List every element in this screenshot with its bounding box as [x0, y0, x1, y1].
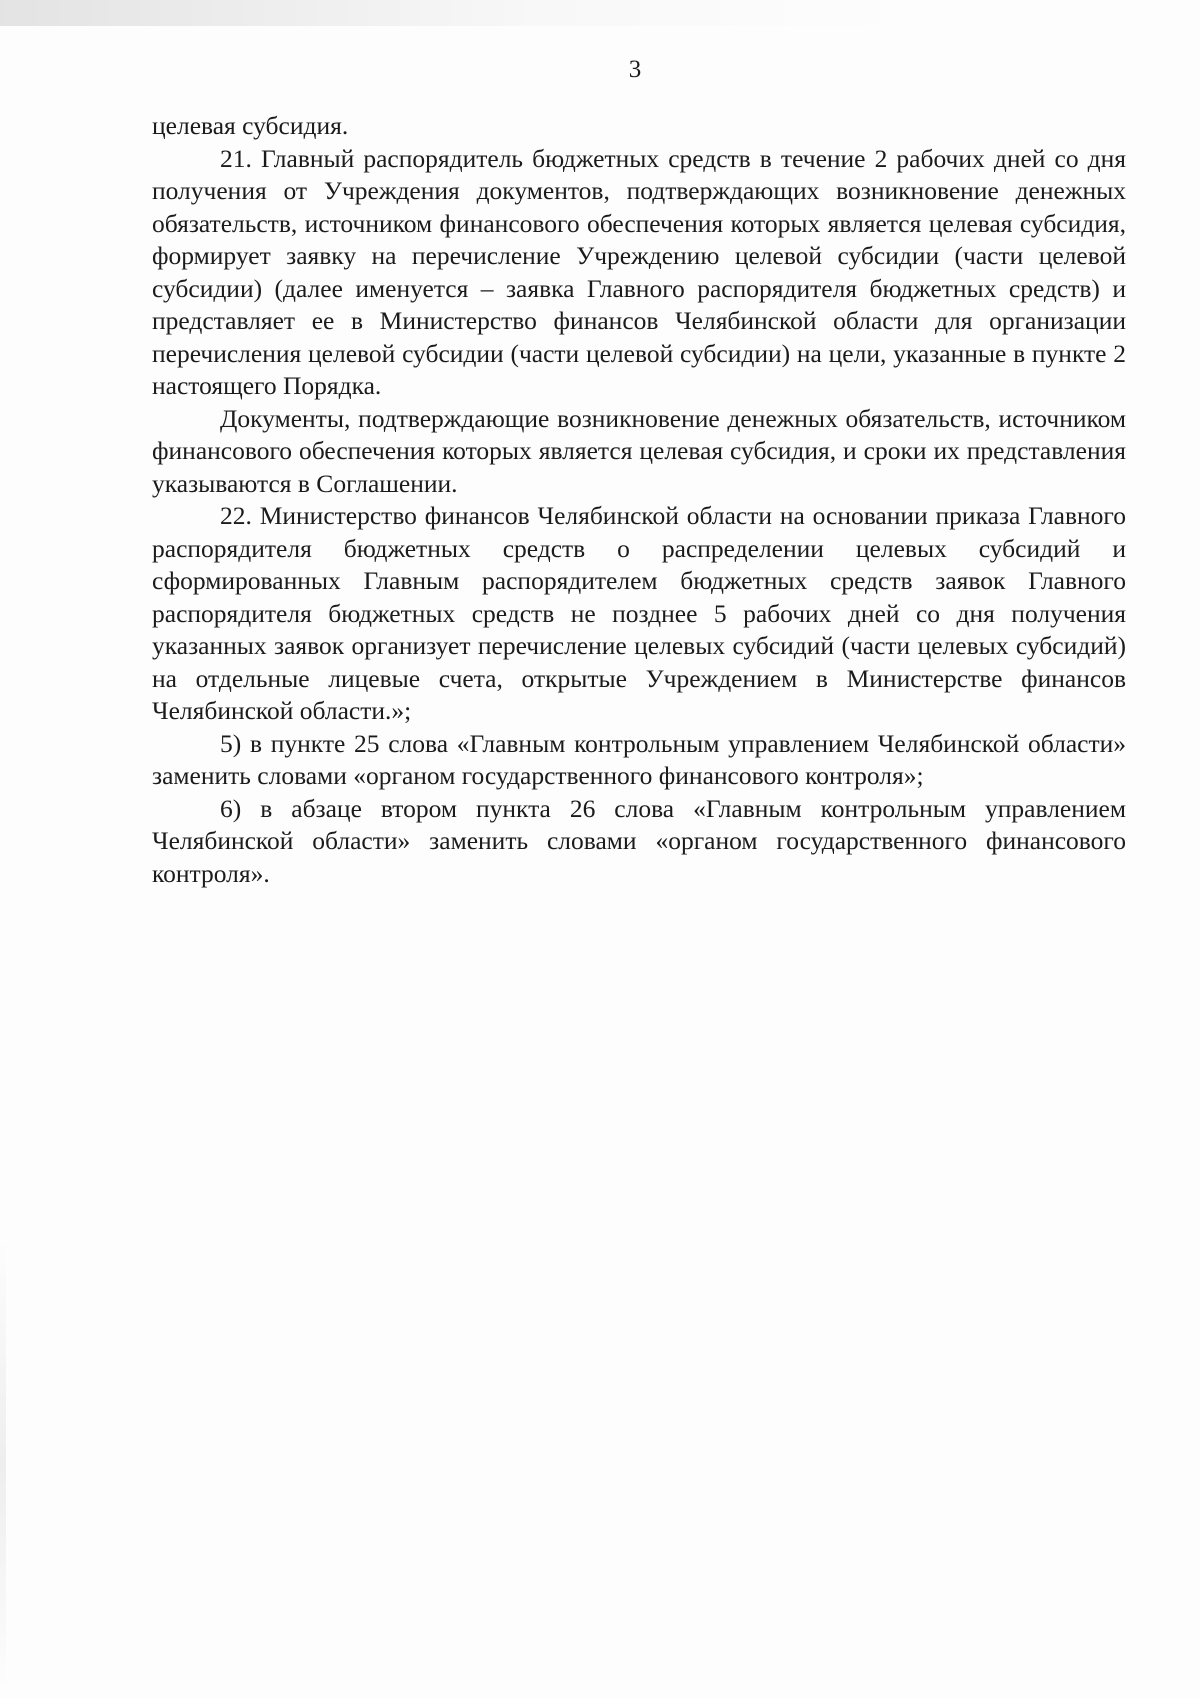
- document-body: [152, 110, 1126, 890]
- paragraph: 21. Главный распорядитель бюджетных средств в течение 2 рабочих дней со дня получения от Учреждения документов, подтверждающих возникновение денежных обязательств, источником финансового обеспечения которых является целевая субсидия, формирует заявку на перечисление Учреждению целевой субсидии (части целевой субсидии) (далее именуется – заявка Главного распорядителя бюджетных средств) и представляет ее в Министерство финансов Челябинской области для организации перечисления целевой субсидии (части целевой субсидии) на цели, указанные в пункте 2 настоящего Порядка.: [152, 143, 1126, 400]
- paragraph: 22. Министерство финансов Челябинской области на основании приказа Главного распорядителя бюджетных средств о распределении целевых субсидий и сформированных Главным распорядителем бюджетных средств заявок Главного распорядителя бюджетных средств не позднее 5 рабочих дней со дня получения указанных заявок организует перечисление целевых субсидий (части целевых субсидий) на отдельные лицевые счета, открытые Учреждением в Министерстве финансов Челябинской области.»;: [152, 501, 1126, 725]
- scan-artifact: [0, 0, 900, 26]
- paragraph: Документы, подтверждающие возникновение денежных обязательств, источником финансового обеспечения которых является целевая субсидия, и сроки их представления указываются в Соглашении.: [152, 403, 1126, 498]
- paragraph: целевая субсидия.: [152, 111, 349, 140]
- scan-artifact: [0, 1240, 6, 1690]
- paragraph: 6) в абзаце втором пункта 26 слова «Главным контрольным управлением Челябинской области» заменить словами «органом государственного финансового контроля».: [152, 793, 1126, 888]
- paragraph: 5) в пункте 25 слова «Главным контрольным управлением Челябинской области» заменить словами «органом государственного финансового контроля»;: [152, 728, 1126, 790]
- page-number: 3: [628, 56, 642, 83]
